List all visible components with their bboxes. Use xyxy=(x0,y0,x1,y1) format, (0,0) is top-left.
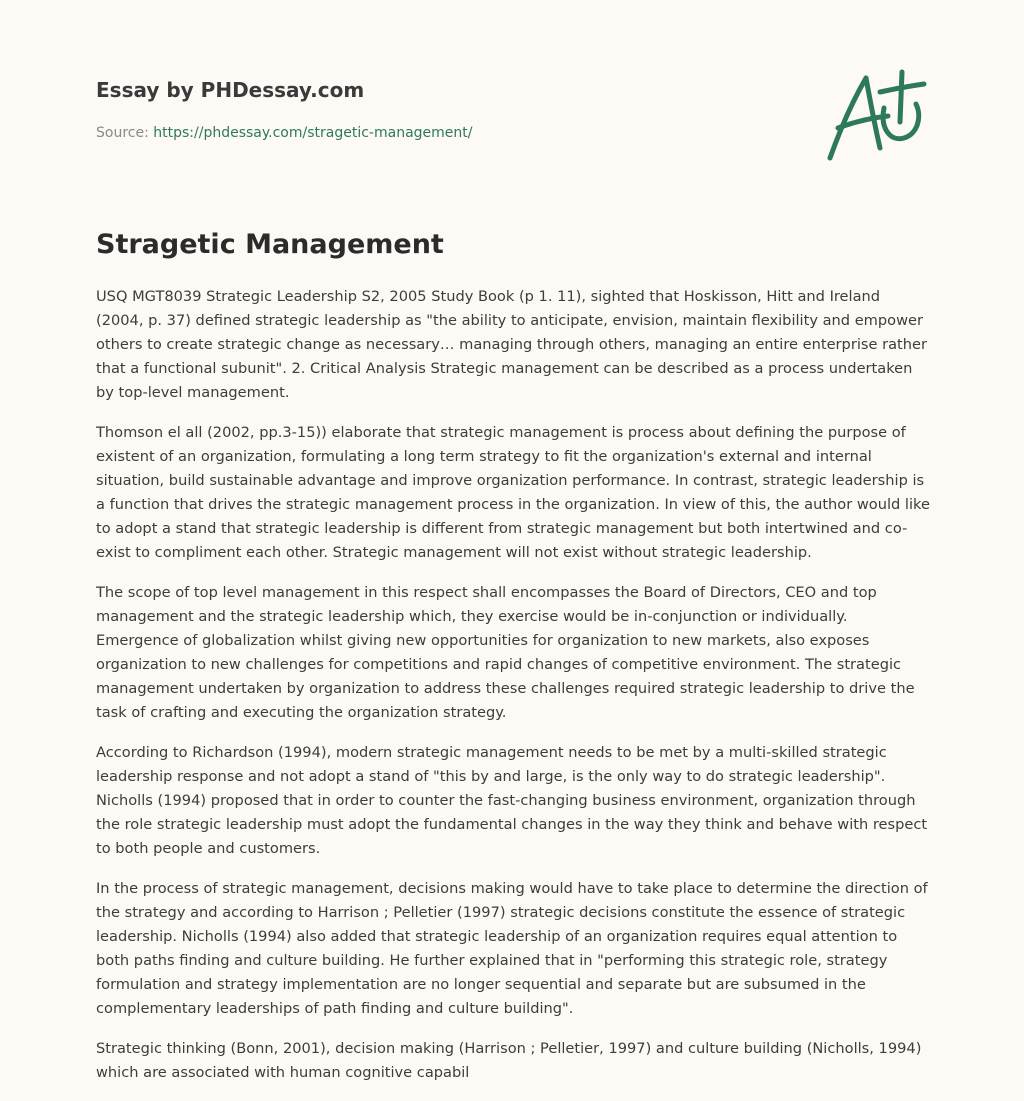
source-line xyxy=(96,123,816,143)
essay-paragraph: Thomson el all (2002, pp.3-15)) elaborate that strategic management is process about defining the purpose of existent of an organization, formulating a long term strategy to fit the organization's external and internal situation, build sustainable advantage and improve organization performance. In contrast, strategic leadership is a function that drives the strategic management process in the organization. In view of this, the author would like to adopt a stand that strategic leadership is different from strategic management but both intertwined and co-exist to compliment each other. Strategic management will not exist without strategic leadership. xyxy=(96,424,930,561)
page-header xyxy=(96,76,816,143)
essay-paragraph: USQ MGT8039 Strategic Leadership S2, 2005 Study Book (p 1. 11), sighted that Hoskisson, Hitt and Ireland (2004, p. 37) defined strategic leadership as "the ability to anticipate, envision, maintain flexibility and empower others to create strategic change as necessary… managing through others, managing an entire enterprise rather that a functional subunit". 2. Critical Analysis Strategic management can be described as a process undertaken by top-level management. xyxy=(96,288,927,401)
essay-paragraph: The scope of top level management in this respect shall encompasses the Board of Directors, CEO and top management and the strategic leadership which, they exercise would be in-conjunction or individually. Emergence of globalization whilst giving new opportunities for organization to new markets, also exposes organization to new challenges for competitions and rapid changes of competitive environment. The strategic management undertaken by organization to address these challenges required strategic leadership to drive the task of crafting and executing the organization strategy. xyxy=(96,584,915,721)
essay-paragraph: Strategic thinking (Bonn, 2001), decision making (Harrison ; Pelletier, 1997) and culture building (Nicholls, 1994) which are associated with human cognitive capabil xyxy=(96,1040,922,1081)
essay-title: Stragetic Management xyxy=(96,229,444,260)
site-title: Essay by PHDessay.com xyxy=(96,78,365,102)
essay-body xyxy=(96,285,930,1101)
essay-paragraph: In the process of strategic management, decisions making would have to take place to determine the direction of the strategy and according to Harrison ; Pelletier (1997) strategic decisions constitute the essence of strategic leadership. Nicholls (1994) also added that strategic leadership of an organization requires equal attention to both paths finding and culture building. He further explained that in "performing this strategic role, strategy formulation and strategy implementation are no longer sequential and separate but are subsumed in the complementary leaderships of path finding and culture building". xyxy=(96,880,928,1017)
a-plus-grade-icon xyxy=(818,64,930,168)
essay-paragraph: According to Richardson (1994), modern strategic management needs to be met by a multi-skilled strategic leadership response and not adopt a stand of "this by and large, is the only way to do strategic leadership". Nicholls (1994) proposed that in order to counter the fast-changing business environment, organization through the role strategic leadership must adopt the fundamental changes in the way they think and behave with respect to both people and customers. xyxy=(96,744,928,857)
source-label: Source: xyxy=(96,125,149,141)
source-link[interactable]: https://phdessay.com/stragetic-management/ xyxy=(153,125,473,141)
